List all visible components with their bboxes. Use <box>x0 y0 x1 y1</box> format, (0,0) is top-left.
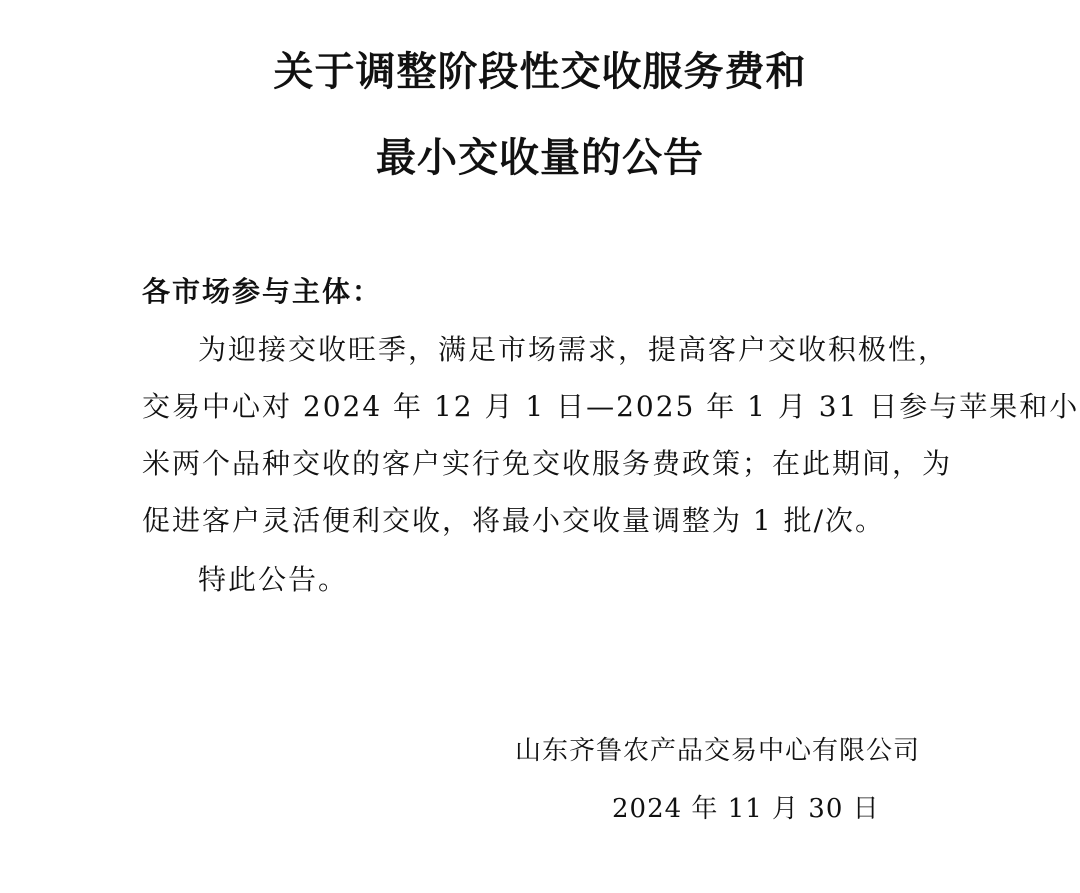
body-paragraph-line: 为迎接交收旺季，满足市场需求，提高客户交收积极性， <box>198 333 949 366</box>
issuer-signature: 山东齐鲁农产品交易中心有限公司 <box>515 736 921 766</box>
notice-title-line-1: 关于调整阶段性交收服务费和 <box>273 49 807 95</box>
closing-statement: 特此公告。 <box>198 563 349 596</box>
body-paragraph-line: 米两个品种交收的客户实行免交收服务费政策；在此期间，为 <box>142 447 953 480</box>
salutation: 各市场参与主体： <box>142 275 383 308</box>
body-paragraph-line: 交易中心对 2024 年 12 月 1 日—2025 年 1 月 31 日参与苹果和小 <box>142 390 1080 423</box>
issue-date: 2024 年 11 月 30 日 <box>612 794 880 824</box>
body-paragraph-line: 促进客户灵活便利交收，将最小交收量调整为 1 批/次。 <box>142 504 886 537</box>
notice-title-line-2: 最小交收量的公告 <box>376 135 704 181</box>
